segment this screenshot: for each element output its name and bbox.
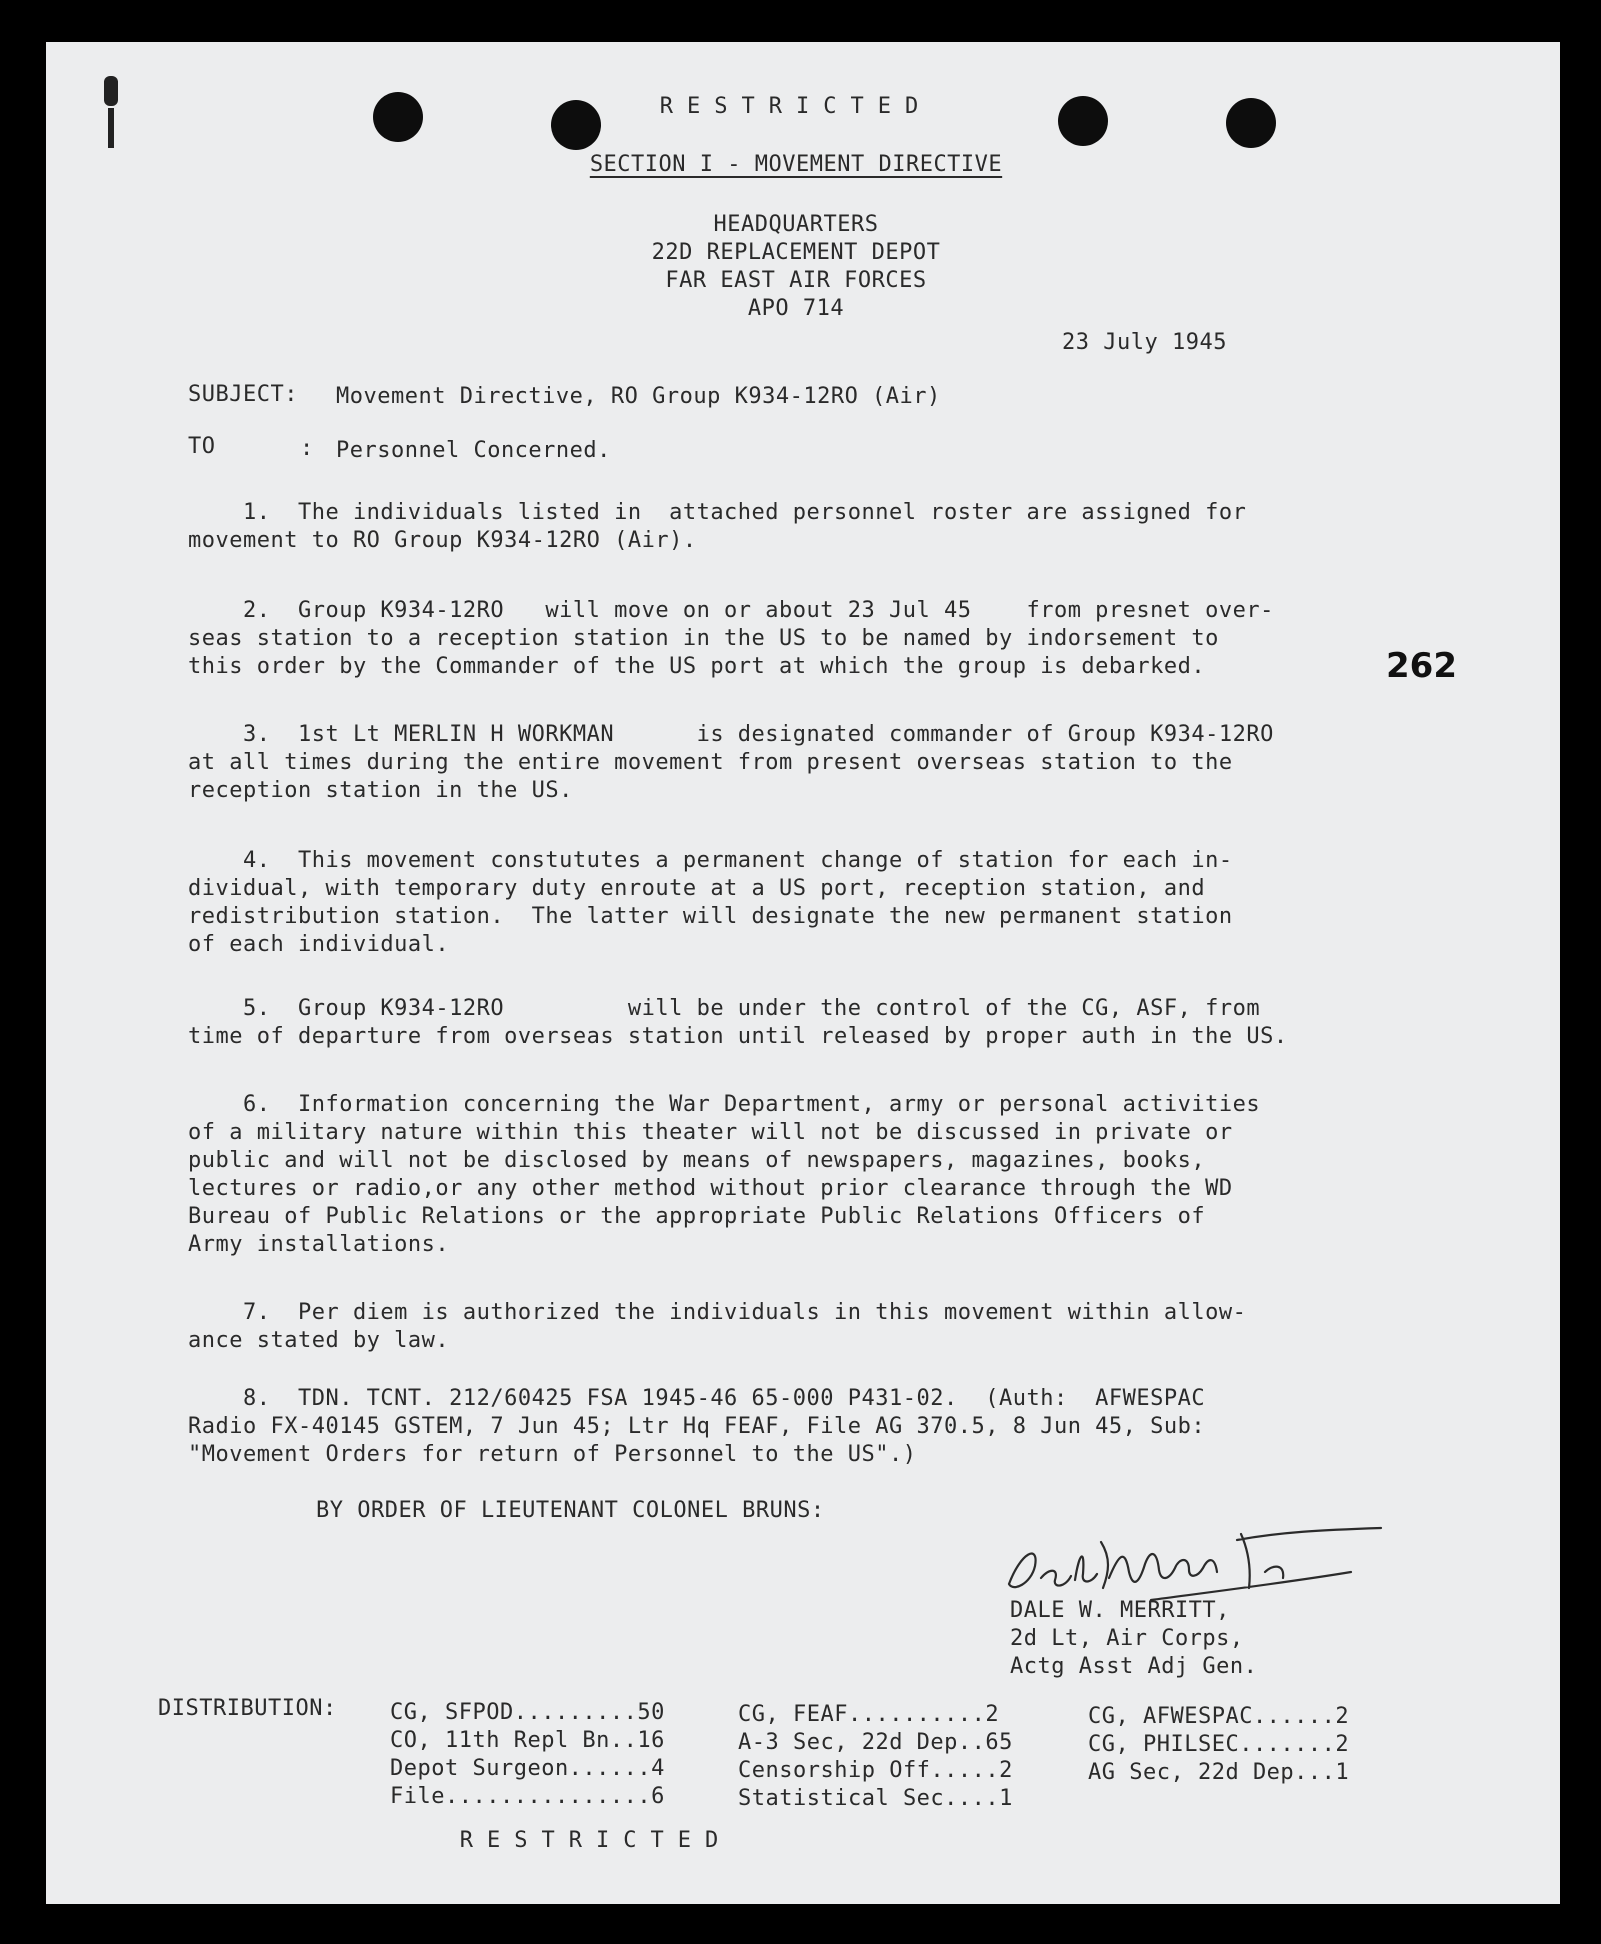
paragraph-line: 4. This movement constututes a permanent change of station for each in- [188, 848, 1233, 873]
paragraph-line: Army installations. [188, 1232, 450, 1257]
paragraph-line: of each individual. [188, 932, 450, 957]
paragraph-line: lectures or radio,or any other method without prior clearance through the WD [188, 1176, 1233, 1201]
hq-line: 22D REPLACEMENT DEPOT [651, 240, 941, 265]
distribution-entry: Censorship Off.....2 [738, 1758, 1013, 1783]
paragraph-line: at all times during the entire movement from present overseas station to the [188, 750, 1233, 775]
by-order-line: BY ORDER OF LIEUTENANT COLONEL BRUNS: [316, 1498, 825, 1523]
distribution-entry: CG, FEAF..........2 [738, 1702, 1000, 1727]
distribution-entry: File...............6 [390, 1784, 665, 1809]
to-colon: : [300, 436, 314, 461]
paragraph-line: Bureau of Public Relations or the appropriate Public Relations Officers of [188, 1204, 1206, 1229]
signature-line: 2d Lt, Air Corps, [1010, 1626, 1244, 1651]
paragraph-line: 2. Group K934-12RO will move on or about 23 Jul 45 from presnet over- [188, 598, 1274, 623]
to-label: TO [188, 434, 216, 459]
distribution-entry: A-3 Sec, 22d Dep..65 [738, 1730, 1013, 1755]
paragraph-line: Radio FX-40145 GSTEM, 7 Jun 45; Ltr Hq FEAF, File AG 370.5, 8 Jun 45, Sub: [188, 1414, 1206, 1439]
paragraph-line: redistribution station. The latter will designate the new permanent station [188, 904, 1233, 929]
paragraph-line: 8. TDN. TCNT. 212/60425 FSA 1945-46 65-000 P431-02. (Auth: AFWESPAC [188, 1386, 1206, 1411]
signature-line: DALE W. MERRITT, [1010, 1598, 1230, 1623]
page-number-stamp: 262 [1386, 646, 1457, 686]
signature-line: Actg Asst Adj Gen. [1010, 1654, 1258, 1679]
hq-line: APO 714 [747, 296, 845, 321]
document-date: 23 July 1945 [1062, 330, 1227, 355]
paragraph-line: 6. Information concerning the War Department, army or personal activities [188, 1092, 1261, 1117]
paragraph-line: 5. Group K934-12RO will be under the control of the CG, ASF, from [188, 996, 1261, 1021]
paragraph-line: 7. Per diem is authorized the individuals in this movement within allow- [188, 1300, 1247, 1325]
subject-label: SUBJECT: [188, 382, 298, 407]
distribution-entry: AG Sec, 22d Dep...1 [1088, 1760, 1350, 1785]
distribution-entry: Statistical Sec....1 [738, 1786, 1013, 1811]
section-title: SECTION I - MOVEMENT DIRECTIVE [589, 152, 1003, 177]
distribution-entry: CG, AFWESPAC......2 [1088, 1704, 1350, 1729]
document-page [46, 42, 1560, 1904]
classification-bottom: RESTRICTED [459, 1828, 733, 1853]
to-text: Personnel Concerned. [336, 438, 611, 463]
paragraph-line: 1. The individuals listed in attached personnel roster are assigned for [188, 500, 1247, 525]
classification-top: RESTRICTED [659, 94, 933, 119]
subject-text: Movement Directive, RO Group K934-12RO (Air) [336, 384, 941, 409]
paragraph-line: 3. 1st Lt MERLIN H WORKMAN is designated commander of Group K934-12RO [188, 722, 1274, 747]
distribution-entry: CG, PHILSEC.......2 [1088, 1732, 1350, 1757]
paragraph-line: "Movement Orders for return of Personnel to the US".) [188, 1442, 917, 1467]
paragraph-line: movement to RO Group K934-12RO (Air). [188, 528, 697, 553]
paragraph-line: seas station to a reception station in the US to be named by indorsement to [188, 626, 1219, 651]
paragraph-line: time of departure from overseas station until released by proper auth in the US. [188, 1024, 1288, 1049]
paragraph-line: reception station in the US. [188, 778, 573, 803]
paragraph-line: of a military nature within this theater will not be discussed in private or [188, 1120, 1233, 1145]
paragraph-line: ance stated by law. [188, 1328, 450, 1353]
distribution-label: DISTRIBUTION: [158, 1696, 337, 1721]
distribution-entry: CG, SFPOD.........50 [390, 1700, 665, 1725]
hq-line: FAR EAST AIR FORCES [665, 268, 927, 293]
paragraph-line: dividual, with temporary duty enroute at a US port, reception station, and [188, 876, 1206, 901]
paragraph-line: this order by the Commander of the US port at which the group is debarked. [188, 654, 1206, 679]
distribution-entry: CO, 11th Repl Bn..16 [390, 1728, 665, 1753]
hq-line: HEADQUARTERS [713, 212, 879, 237]
distribution-entry: Depot Surgeon......4 [390, 1756, 665, 1781]
paragraph-line: public and will not be disclosed by means of newspapers, magazines, books, [188, 1148, 1206, 1173]
